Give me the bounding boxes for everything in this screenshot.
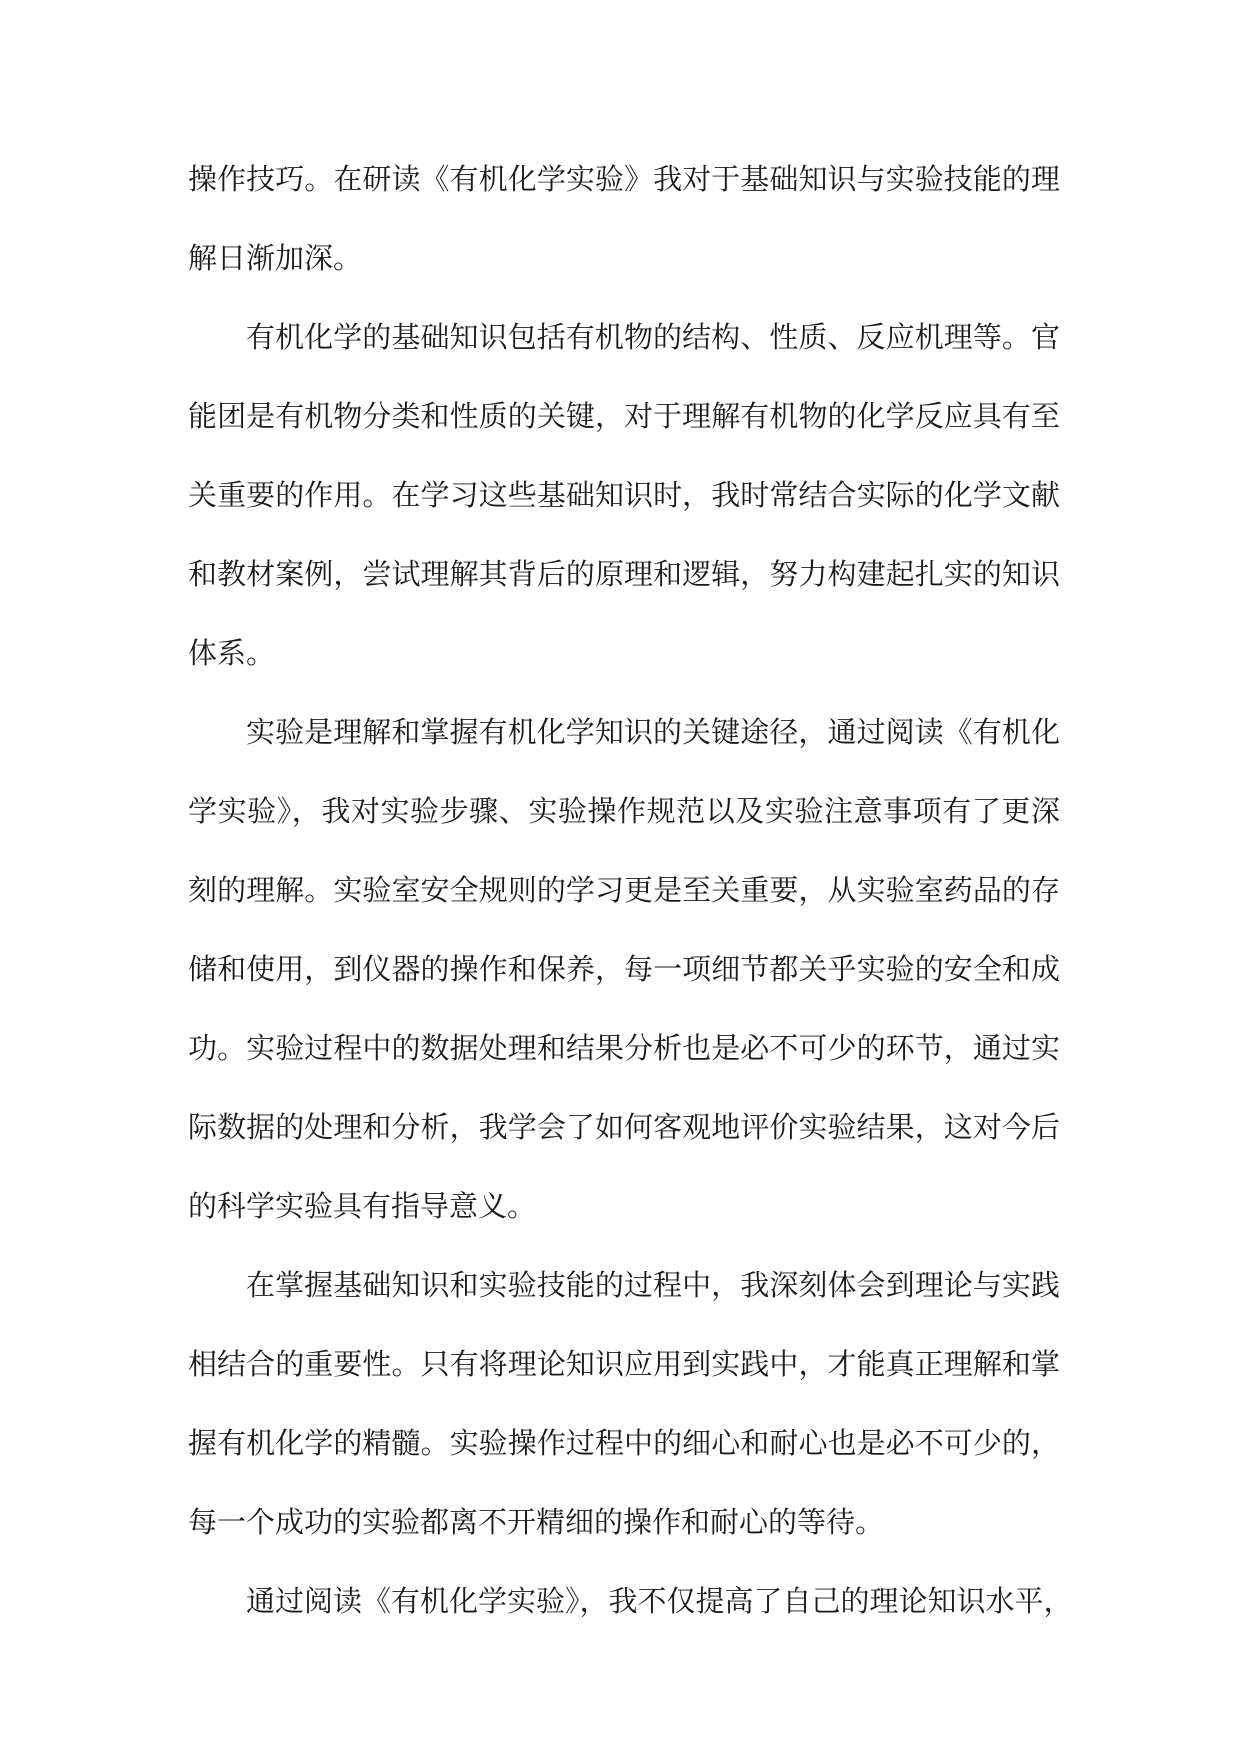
paragraph-5-line-1: 通过阅读《有机化学实验》，我不仅提高了自己的理论知识水平， [246,1584,1073,1618]
paragraph-3-line-2: 学实验》，我对实验步骤、实验操作规范以及实验注意事项有了更深 [188,794,1060,828]
paragraph-2-line-5: 体系。 [188,636,276,670]
paragraph-3-line-4: 储和使用，到仪器的操作和保养，每一项细节都关乎实验的安全和成 [188,952,1060,986]
paragraph-3-line-5: 功。实验过程中的数据处理和结果分析也是必不可少的环节，通过实 [188,1031,1060,1065]
paragraph-3-line-1: 实验是理解和掌握有机化学知识的关键途径，通过阅读《有机化 [246,715,1060,749]
paragraph-1-line-1: 操作技巧。在研读《有机化学实验》我对于基础知识与实验技能的理 [188,162,1060,196]
paragraph-3-line-6: 际数据的处理和分析，我学会了如何客观地评价实验结果，这对今后 [188,1110,1060,1144]
paragraph-4-line-1: 在掌握基础知识和实验技能的过程中，我深刻体会到理论与实践 [246,1268,1060,1302]
paragraph-3-line-7: 的科学实验具有指导意义。 [188,1189,537,1223]
paragraph-3-line-3: 刻的理解。实验室安全规则的学习更是至关重要，从实验室药品的存 [188,873,1060,907]
paragraph-2-line-2: 能团是有机物分类和性质的关键，对于理解有机物的化学反应具有至 [188,399,1060,433]
paragraph-1-line-2: 解日渐加深。 [188,241,363,275]
paragraph-2-line-4: 和教材案例，尝试理解其背后的原理和逻辑，努力构建起扎实的知识 [188,557,1060,591]
document-body [188,140,1073,1641]
paragraph-4-line-2: 相结合的重要性。只有将理论知识应用到实践中，才能真正理解和掌 [188,1347,1060,1381]
paragraph-2-line-3: 关重要的作用。在学习这些基础知识时，我时常结合实际的化学文献 [188,478,1060,512]
paragraph-2-line-1: 有机化学的基础知识包括有机物的结构、性质、反应机理等。官 [246,320,1060,354]
paragraph-4-line-4: 每一个成功的实验都离不开精细的操作和耐心的等待。 [188,1505,885,1539]
paragraph-4-line-3: 握有机化学的精髓。实验操作过程中的细心和耐心也是必不可少的， [188,1426,1060,1460]
